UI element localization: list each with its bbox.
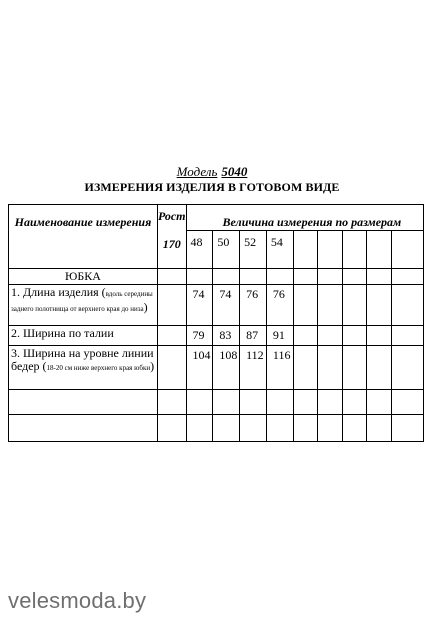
table-row [9, 285, 424, 326]
section-label: ЮБКА [9, 269, 158, 285]
model-label: Модель [176, 164, 218, 179]
measurement-value: 74 [213, 285, 240, 326]
column-header-values: Величина измерения по размерам [186, 205, 424, 231]
measurement-value: 91 [266, 326, 293, 346]
model-number: 5040 [221, 164, 248, 179]
section-row [9, 269, 424, 285]
measurement-value: 79 [186, 326, 213, 346]
measurement-value: 74 [186, 285, 213, 326]
measurement-name: 3. Ширина на уровне линии бедер (18-20 см ниже верхнего края юбки) [9, 346, 158, 390]
measurement-value: 87 [240, 326, 267, 346]
size-header: 54 [266, 231, 293, 269]
model-line [0, 165, 424, 179]
measurement-value: 112 [240, 346, 267, 390]
measurement-value: 116 [266, 346, 293, 390]
watermark: velesmoda.by [8, 588, 147, 613]
column-header-height: Рост [157, 205, 186, 231]
table-row [9, 346, 424, 390]
measurements-table [8, 204, 424, 442]
size-header: 48 [186, 231, 213, 269]
size-header: 50 [213, 231, 240, 269]
measurement-value: 104 [186, 346, 213, 390]
size-header: 52 [240, 231, 267, 269]
measurement-value: 83 [213, 326, 240, 346]
table-row [9, 326, 424, 346]
table-row-empty [9, 415, 424, 442]
measurement-name: 2. Ширина по талии [9, 326, 158, 346]
height-value: 170 [157, 231, 186, 269]
page-title: ИЗМЕРЕНИЯ ИЗДЕЛИЯ В ГОТОВОМ ВИДЕ [84, 180, 340, 194]
document-header [0, 165, 424, 195]
measurement-value: 76 [240, 285, 267, 326]
column-header-name: Наименование измерения [9, 205, 158, 269]
measurement-value: 108 [213, 346, 240, 390]
measurement-name: 1. Длина изделия (вдоль середины заднего полотнища от верхнего края до низа) [9, 285, 158, 326]
measurement-value: 76 [266, 285, 293, 326]
table-row-empty [9, 390, 424, 415]
table-header-row [9, 205, 424, 231]
